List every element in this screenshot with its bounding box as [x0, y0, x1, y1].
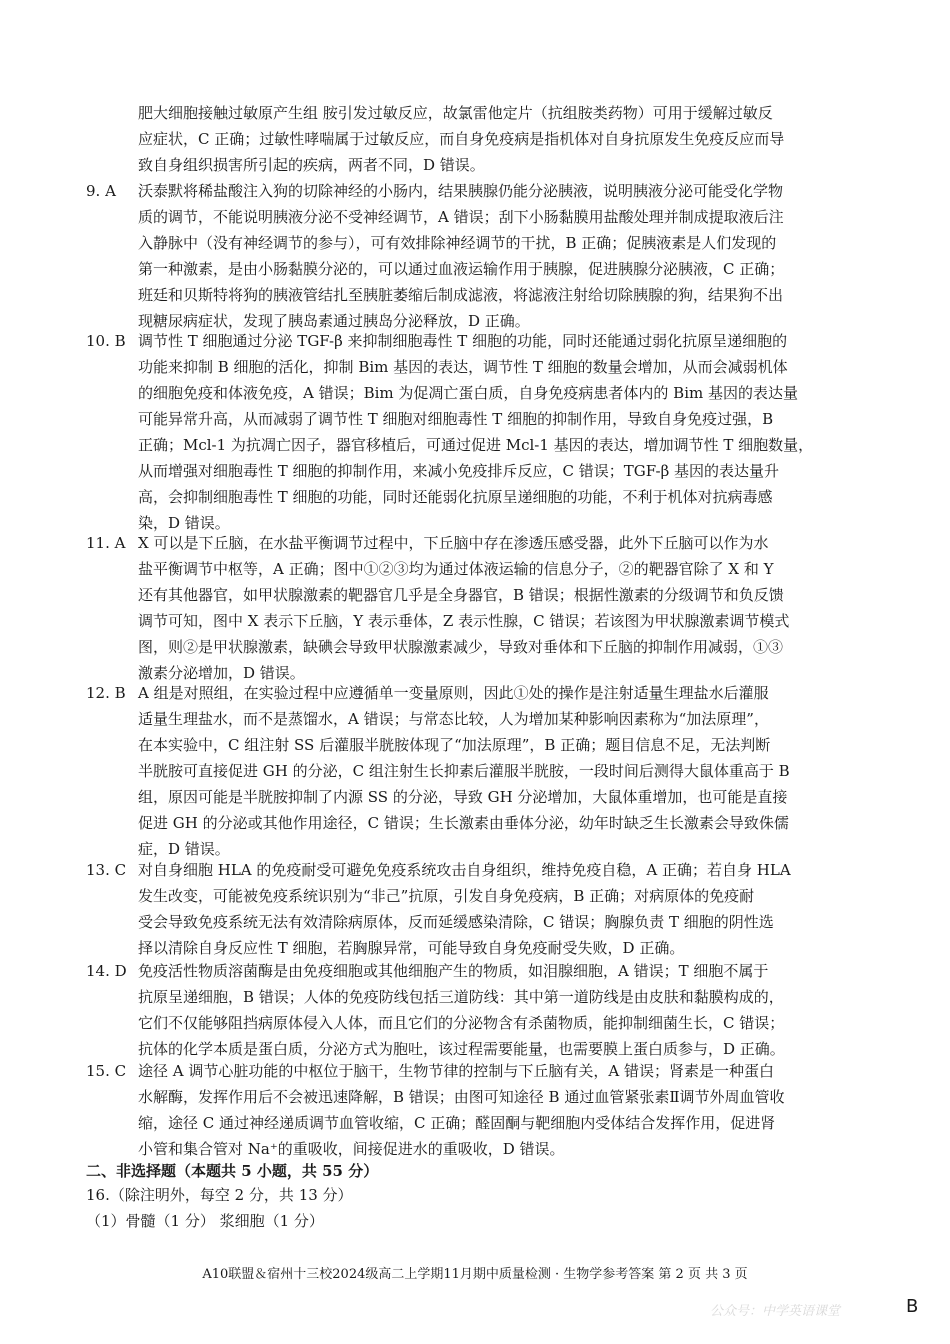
answer-15 — [86, 1058, 876, 1162]
text-line: 质的调节，不能说明胰液分泌不受神经调节，A 错误；刮下小肠黏膜用盐酸处理并制成提取液后注 — [138, 208, 784, 226]
continuation-paragraph — [86, 100, 876, 178]
answer-13 — [86, 857, 876, 961]
text-line: 第一种激素，是由小肠黏膜分泌的，可以通过血液运输作用于胰腺，促进胰腺分泌胰液，C 正确； — [138, 260, 785, 278]
text-line: 组，原因可能是半胱胺抑制了内源 SS 的分泌，导致 GH 分泌增加，大鼠体重增加，也可能是直接 — [138, 788, 788, 806]
text-line: 正确；Mcl-1 为抗凋亡因子，器官移植后，可通过促进 Mcl-1 基因的表达，增加调节性 T 细胞数量， — [138, 436, 814, 454]
answer-10 — [86, 328, 876, 536]
text-line: 班廷和贝斯特将狗的胰液管结扎至胰脏萎缩后制成滤液，将滤液注射给切除胰腺的狗，结果狗不出 — [138, 286, 784, 304]
text-line: 调节可知，图中 X 表示下丘脑，Y 表示垂体，Z 表示性腺，C 错误；若该图为甲状腺激素调节模式 — [138, 612, 790, 630]
text-line: 从而增强对细胞毒性 T 细胞的抑制作用，来减小免疫排斥反应，C 错误；TGF-β 基因的表达量升 — [138, 462, 780, 480]
text-line: 的细胞免疫和体液免疫，A 错误；Bim 为促凋亡蛋白质，自身免疫病患者体内的 Bim 基因的表达量 — [138, 384, 798, 402]
text-line: 受会导致免疫系统无法有效清除病原体，反而延缓感染清除，C 错误；胸腺负责 T 细胞的阴性选 — [138, 913, 774, 931]
text-line: 小管和集合管对 Na⁺的重吸收，间接促进水的重吸收，D 错误。 — [138, 1140, 565, 1158]
question-16-heading: 16.（除注明外，每空 2 分，共 13 分） — [86, 1186, 353, 1204]
answer-12 — [86, 680, 876, 862]
text-line: 在本实验中，C 组注射 SS 后灌服半胱胺体现了“加法原理”，B 正确；题目信息不足，无法判断 — [138, 736, 771, 754]
text-line: 发生改变，可能被免疫系统识别为“非己”抗原，引发自身免疫病，B 正确；对病原体的免疫耐 — [138, 887, 755, 905]
text-line: 功能来抑制 B 细胞的活化，抑制 Bim 基因的表达，调节性 T 细胞的数量会增加，从而会减弱机体 — [138, 358, 788, 376]
text-line: 抗体的化学本质是蛋白质，分泌方式为胞吐，该过程需要能量，也需要膜上蛋白质参与，D 正确。 — [138, 1040, 785, 1058]
text-line: 对自身细胞 HLA 的免疫耐受可避免免疫系统攻击自身组织，维持免疫自稳，A 正确；若自身 HLA — [138, 861, 791, 879]
answer-9 — [86, 178, 876, 334]
answer-label: 9. A — [86, 182, 116, 200]
page-footer: A10联盟＆宿州十三校2024级高二上学期11月期中质量检测 · 生物学参考答案 第 2 页 共 3 页 — [202, 1267, 748, 1282]
text-line: 促进 GH 的分泌或其他作用途径，C 错误；生长激素由垂体分泌，幼年时缺乏生长激素会导致侏儒 — [138, 814, 789, 832]
corner-mark: B — [906, 1296, 919, 1317]
text-line: 现糖尿病症状，发现了胰岛素通过胰岛分泌释放，D 正确。 — [138, 312, 530, 330]
text-line: 它们不仅能够阻挡病原体侵入人体，而且它们的分泌物含有杀菌物质，能抑制细菌生长，C 错误； — [138, 1014, 785, 1032]
text-line: 水解酶，发挥作用后不会被迅速降解，B 错误；由图可知途径 B 通过血管紧张素Ⅱ调节外周血管收 — [138, 1088, 785, 1106]
text-line: 免疫活性物质溶菌酶是由免疫细胞或其他细胞产生的物质，如泪腺细胞，A 错误；T 细胞不属于 — [138, 962, 769, 980]
text-line: 应症状，C 正确；过敏性哮喘属于过敏反应，而自身免疫病是指机体对自身抗原发生免疫反应而导 — [138, 130, 785, 148]
text-line: 高，会抑制细胞毒性 T 细胞的功能，同时还能弱化抗原呈递细胞的功能，不利于机体对抗病毒感 — [138, 488, 773, 506]
section-heading: 二、非选择题（本题共 5 小题，共 55 分） — [86, 1162, 379, 1180]
text-line: 还有其他器官，如甲状腺激素的靶器官几乎是全身器官，B 错误；根据性激素的分级调节和负反馈 — [138, 586, 784, 604]
answer-14 — [86, 958, 876, 1062]
text-line: 肥大细胞接触过敏原产生组 胺引发过敏反应，故氯雷他定片（抗组胺类药物）可用于缓解过敏反 — [138, 104, 773, 122]
answer-label: 13. C — [86, 861, 127, 879]
answer-label: 15. C — [86, 1062, 127, 1080]
text-line: 图，则②是甲状腺激素，缺碘会导致甲状腺激素减少，导致对垂体和下丘脑的抑制作用减弱，①③ — [138, 638, 784, 656]
text-line: A 组是对照组，在实验过程中应遵循单一变量原则，因此①处的操作是注射适量生理盐水后灌服 — [138, 684, 769, 702]
text-line: 择以清除自身反应性 T 细胞，若胸腺异常，可能导致自身免疫耐受失败，D 正确。 — [138, 939, 685, 957]
answer-11 — [86, 530, 876, 686]
text-line: 沃泰默将稀盐酸注入狗的切除神经的小肠内，结果胰腺仍能分泌胰液，说明胰液分泌可能受化学物 — [138, 182, 784, 200]
text-line: 缩，途径 C 通过神经递质调节血管收缩，C 正确；醛固酮与靶细胞内受体结合发挥作用，促进肾 — [138, 1114, 776, 1132]
text-line: 适量生理盐水，而不是蒸馏水，A 错误；与常态比较，人为增加某种影响因素称为“加法原理”， — [138, 710, 769, 728]
watermark: 公众号：中学英语课堂 — [710, 1304, 841, 1319]
text-line: 途径 A 调节心脏功能的中枢位于脑干，生物节律的控制与下丘脑有关，A 错误；肾素是一种蛋白 — [138, 1062, 774, 1080]
text-line: 调节性 T 细胞通过分泌 TGF-β 来抑制细胞毒性 T 细胞的功能，同时还能通过弱化抗原呈递细胞的 — [138, 332, 788, 350]
answer-label: 11. A — [86, 534, 126, 552]
text-line: 盐平衡调节中枢等，A 正确；图中①②③均为通过体液运输的信息分子，②的靶器官除了 X 和 Y — [138, 560, 774, 578]
answer-label: 12. B — [86, 684, 126, 702]
text-line: 半胱胺可直接促进 GH 的分泌，C 组注射生长抑素后灌服半胱胺，一段时间后测得大鼠体重高于 B — [138, 762, 790, 780]
text-line: 致自身组织损害所引起的疾病，两者不同，D 错误。 — [138, 156, 485, 174]
text-line: 染，D 错误。 — [138, 514, 230, 532]
text-line: X 可以是下丘脑，在水盐平衡调节过程中，下丘脑中存在渗透压感受器，此外下丘脑可以作为水 — [138, 534, 769, 552]
answer-label: 14. D — [86, 962, 127, 980]
text-line: 入静脉中（没有神经调节的参与），可有效排除神经调节的干扰，B 正确；促胰液素是人们发现的 — [138, 234, 777, 252]
answer-label: 10. B — [86, 332, 126, 350]
text-line: 激素分泌增加，D 错误。 — [138, 664, 305, 682]
text-line: 抗原呈递细胞，B 错误；人体的免疫防线包括三道防线：其中第一道防线是由皮肤和黏膜构成的， — [138, 988, 784, 1006]
question-16-part-1: （1）骨髓（1 分） 浆细胞（1 分） — [86, 1212, 324, 1230]
text-line: 症，D 错误。 — [138, 840, 230, 858]
text-line: 可能异常升高，从而减弱了调节性 T 细胞对细胞毒性 T 细胞的抑制作用，导致自身免疫过强，B — [138, 410, 774, 428]
